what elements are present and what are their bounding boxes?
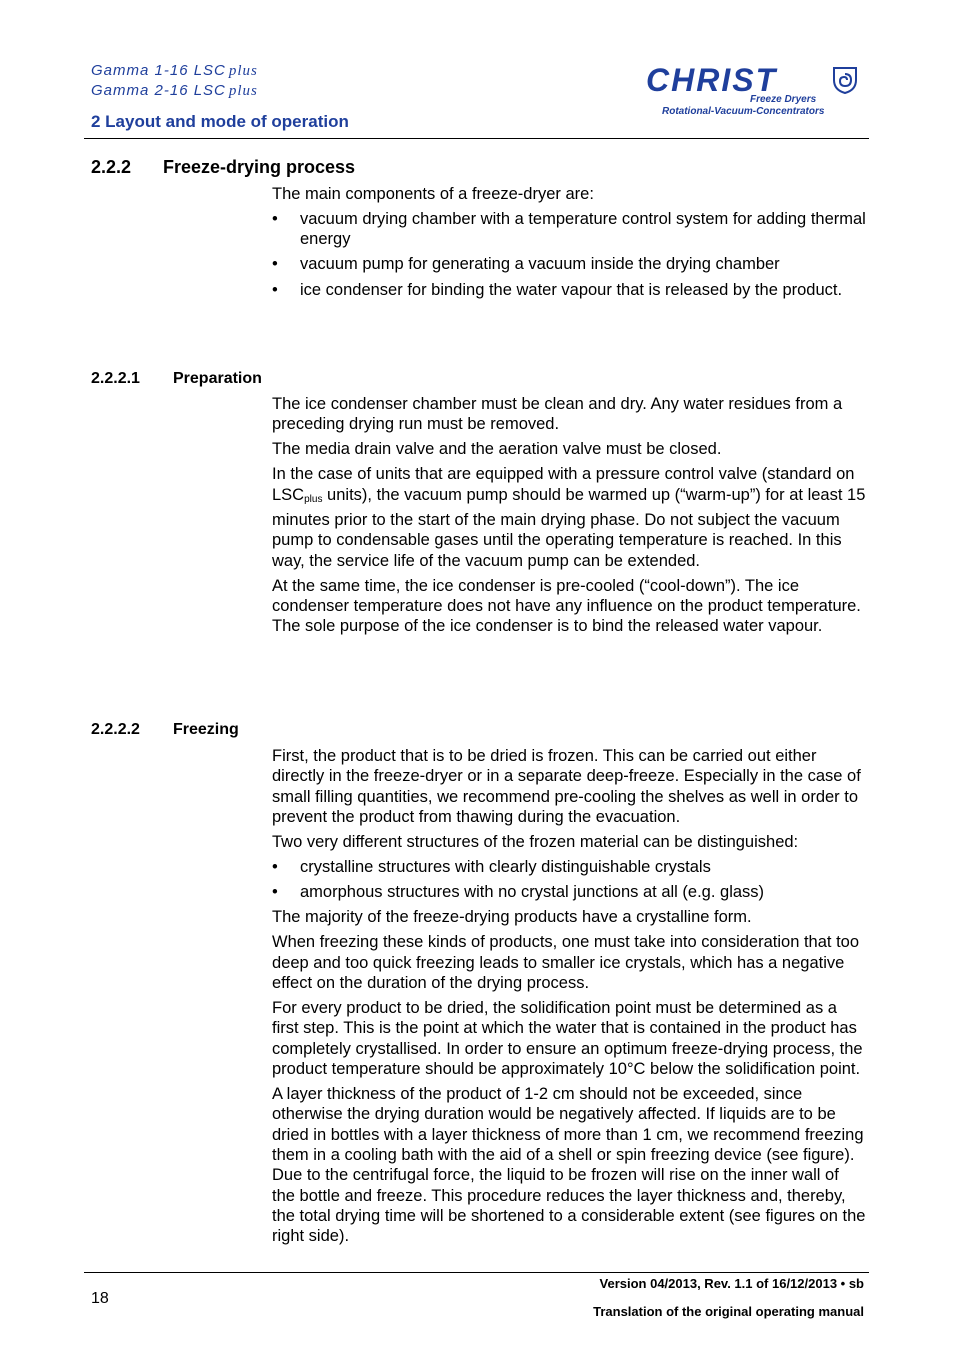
list-item (272, 209, 866, 250)
paragraph: A layer thickness of the product of 1-2 cm should not be exceeded, since otherwise the drying duration would be negatively affected. If liquids are to be dried in bottles with a layer thickness of more than 1 cm, we recommend freezing them in a cooling bath with the aid of a shell or spin freezing device (see figure). Due to the centrifugal force, the liquid to be frozen will rise on the inner wall of the bottle and freeze. This procedure reduces the layer thickness and, thereby, the total drying time will be shortened to a considerable extent (see figures on the right side). (272, 1085, 866, 1246)
bullet-list (272, 857, 866, 902)
section-title: Freeze-drying process (163, 157, 356, 177)
translation-note: Translation of the original operating manual (593, 1304, 864, 1319)
paragraph-text: In the case of units that are equipped with a pressure control valve (standard on LSC (272, 465, 855, 504)
version-info: Version 04/2013, Rev. 1.1 of 16/12/2013 • sb (599, 1276, 864, 1291)
logo-wordmark: CHRIST (646, 62, 778, 98)
list-item (272, 882, 866, 902)
paragraph: The majority of the freeze-drying products have a crystalline form. (272, 908, 752, 927)
footer-divider (84, 1272, 869, 1273)
list-item-text: crystalline structures with clearly distinguishable crystals (300, 858, 711, 877)
bullet-icon: • (272, 883, 278, 902)
list-item (272, 254, 866, 274)
paragraph: At the same time, the ice condenser is pre-cooled (“cool-down”). The ice condenser temperature does not have any influence on the product temperature. The sole purpose of the ice condenser is to bind the released water vapour. (272, 576, 861, 636)
paragraph: When freezing these kinds of products, one must take into consideration that too deep and too quick freezing leads to smaller ice crystals, which has a negative effect on the duration of the drying process. (272, 933, 860, 992)
list-item (272, 280, 866, 300)
model-name-2 (91, 82, 258, 100)
bullet-icon: • (272, 858, 278, 877)
section-title: Preparation (173, 370, 262, 387)
paragraph: The main components of a freeze-dryer are: (272, 185, 594, 203)
paragraph: Two very different structures of the frozen material can be distinguished: (272, 832, 799, 851)
list-item (272, 857, 866, 877)
paragraph-text: units), the vacuum pump should be warmed up (“warm-up”) for at least 15 minutes prior to the start of the main drying phase. Do not subject the vacuum pump to condensable gases until the operating temperature is reached. In this way, the service life of the vacuum pump can be extended. (272, 485, 866, 570)
model-name-1-text: Gamma 1-16 LSC (91, 62, 226, 79)
section-body-2-2-2 (272, 184, 866, 305)
section-body-2-2-2-2 (272, 746, 866, 1251)
paragraph: The media drain valve and the aeration valve must be closed. (272, 440, 722, 459)
paragraph: First, the product that is to be dried is frozen. This can be carried out either directly in the freeze-dryer or in a separate deep-freeze. Especially in the case of small filling quantities, we recommend pre-cooling the shelves as well in order to prevent the product from thawing during the evacuation. (272, 747, 861, 826)
section-body-2-2-2-1 (272, 394, 866, 641)
section-heading-2-2-2-2 (91, 721, 239, 739)
section-heading-2-2-2-1 (91, 370, 262, 388)
section-heading-2-2-2 (91, 157, 355, 178)
model-name-2-text: Gamma 2-16 LSC (91, 82, 226, 99)
page-number: 18 (91, 1290, 109, 1307)
logo-tagline-1: Freeze Dryers (750, 94, 817, 105)
section-number: 2.2.2.2 (91, 721, 140, 738)
bullet-list (272, 209, 866, 300)
list-item-text: vacuum drying chamber with a temperature control system for adding thermal energy (300, 210, 866, 249)
paragraph: For every product to be dried, the solidification point must be determined as a first step. This is the point at which the water that is contained in the product has completely crystallised. In order to ensure an optimum freeze-drying process, the product temperature should be approximately 10°C below the solidification point. (272, 999, 863, 1078)
list-item-text: vacuum pump for generating a vacuum inside the drying chamber (300, 255, 780, 274)
bullet-icon: • (272, 255, 278, 274)
list-item-text: amorphous structures with no crystal junctions at all (e.g. glass) (300, 883, 765, 902)
paragraph: The ice condenser chamber must be clean and dry. Any water residues from a preceding drying run must be removed. (272, 395, 843, 434)
section-title: Freezing (173, 721, 239, 738)
model-name-1-suffix: plus (228, 63, 258, 79)
subscript-plus: plus (304, 493, 323, 505)
list-item-text: ice condenser for binding the water vapour that is released by the product. (300, 280, 843, 299)
bullet-icon: • (272, 280, 278, 299)
chapter-title: 2 Layout and mode of operation (91, 112, 349, 131)
bullet-icon: • (272, 210, 278, 229)
logo-tagline-2: Rotational-Vacuum-Concentrators (662, 106, 825, 117)
section-number: 2.2.2.1 (91, 370, 140, 387)
model-name-1 (91, 62, 258, 80)
model-name-2-suffix: plus (228, 83, 258, 99)
paragraph (272, 464, 866, 570)
header-divider (84, 138, 869, 139)
christ-logo (640, 62, 870, 122)
christ-emblem-icon (832, 66, 858, 94)
section-number: 2.2.2 (91, 157, 132, 177)
